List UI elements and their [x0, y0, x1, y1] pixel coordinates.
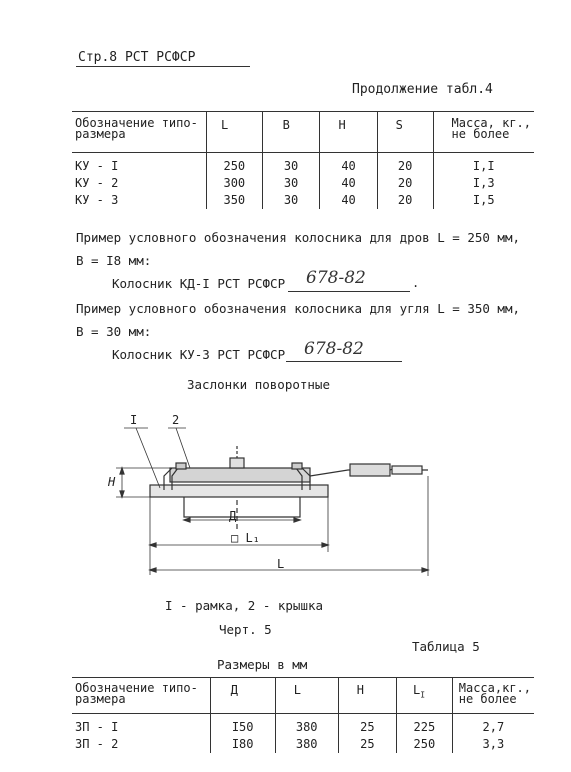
coal-example-line-2: B = 30 мм:: [76, 324, 152, 339]
wood-handwritten-number: 678-82: [306, 268, 366, 288]
t4-head-l: L: [207, 112, 263, 153]
t4-head-s: S: [377, 112, 433, 153]
t5-head-d: Д: [210, 678, 275, 714]
t5-head-h: H: [338, 678, 396, 714]
t4-head-mass: Масса, кг., не более: [433, 112, 534, 153]
drawing-label-frame: I: [130, 413, 138, 427]
dimension-h-label: H: [108, 475, 116, 489]
t5-head-type: Обозначение типо- размера: [72, 678, 210, 714]
table5-units: Размеры в мм: [217, 657, 308, 672]
cover-plate: [170, 468, 310, 482]
wood-example-line-1: Пример условного обозначения колосника для дров L = 250 мм,: [76, 230, 521, 245]
figure-caption: Черт. 5: [219, 622, 272, 637]
table4-caption: Продолжение табл.4: [352, 82, 493, 97]
coal-example-line-1: Пример условного обозначения колосника для угля L = 350 мм,: [76, 301, 521, 316]
drawing-legend: I - рамка, 2 - крышка: [165, 598, 324, 613]
t4-head-type: Обозначение типо- размера: [72, 112, 207, 153]
table-row: ЗП - I I50 380 25 225 2,7: [72, 714, 534, 735]
coal-handwritten-number: 678-82: [304, 339, 364, 359]
dimension-d-label: Д: [229, 509, 237, 523]
wood-designation-dot: .: [412, 276, 420, 290]
dimension-l-label: L: [277, 557, 285, 571]
t4-head-b: B: [262, 112, 320, 153]
table-row: КУ - 3 350 30 40 20 I,5: [72, 190, 534, 209]
drawing-label-cover: 2: [172, 413, 180, 427]
table-5: [72, 677, 534, 753]
frame-base: [150, 485, 328, 497]
t4-head-h: H: [320, 112, 377, 153]
center-knob: [230, 458, 244, 468]
table-row: КУ - 2 300 30 40 20 I,3: [72, 173, 534, 190]
handle-grip: [350, 464, 390, 476]
dimension-l1-label: □ L₁: [231, 531, 260, 545]
coal-designation: Колосник КУ-3 РСТ РСФСР: [112, 347, 286, 362]
wood-designation: Колосник КД-I РСТ РСФСР: [112, 276, 286, 291]
table-row: ЗП - 2 I80 380 25 250 3,3: [72, 734, 534, 753]
wood-example-line-2: B = I8 мм:: [76, 253, 152, 268]
t5-head-mass: Масса,кг., не более: [452, 678, 534, 714]
section-title: Заслонки поворотные: [187, 377, 330, 392]
page-reference: Стр.8 РСТ РСФСР: [78, 50, 196, 65]
t5-head-l: L: [275, 678, 338, 714]
table-5-header-row: [72, 678, 534, 714]
table-row: КУ - I 250 30 40 20 I,I: [72, 153, 534, 174]
table5-number: Таблица 5: [412, 639, 480, 654]
t5-head-l1: $L_I$: [397, 678, 453, 714]
